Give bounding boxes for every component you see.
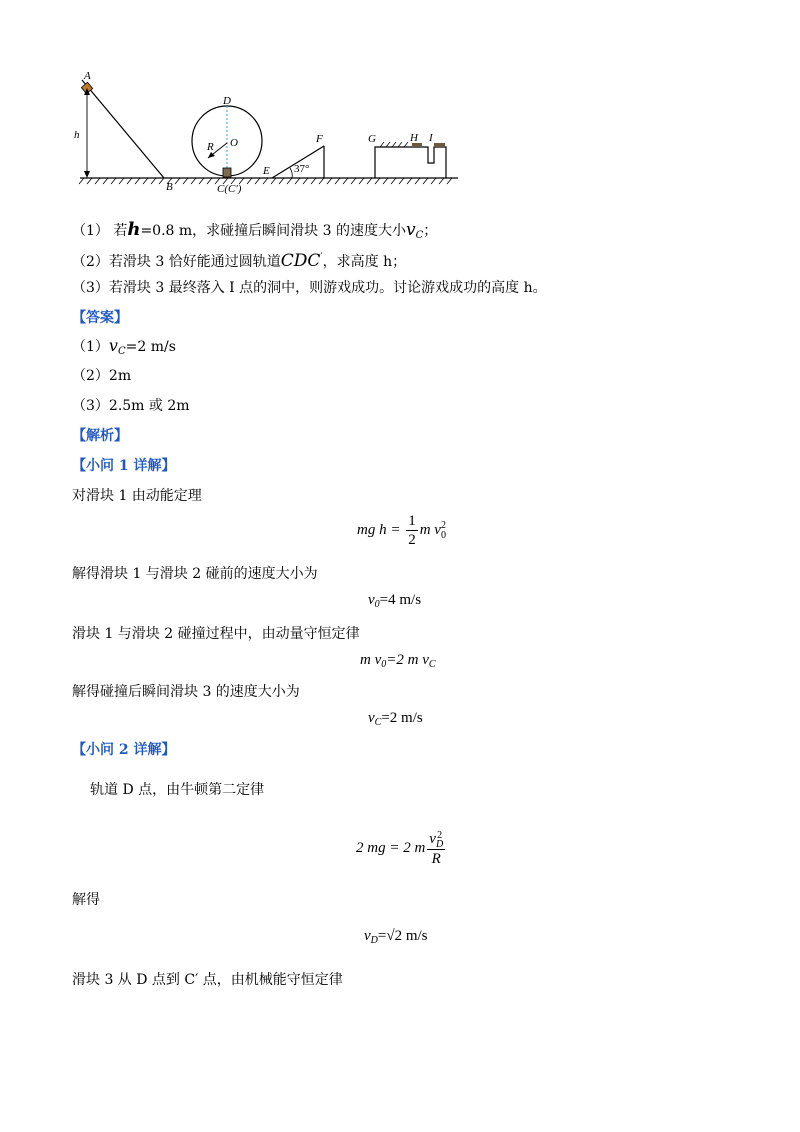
ground-hatching: [79, 178, 452, 184]
label-c: C(C′): [217, 183, 242, 195]
question-1: （1） 若h=0.8 m，求碰撞后瞬间滑块 3 的速度大小$v_C$；: [72, 219, 438, 241]
label-f: F: [316, 133, 323, 145]
label-r: R: [207, 141, 214, 153]
label-o: O: [230, 137, 238, 149]
equation-energy: mg h = $\frac{1}{2}$ m v 2 0: [357, 513, 446, 548]
sub2-header: 【小问 2 详解】: [72, 742, 176, 758]
answer-header: 【答案】: [72, 310, 128, 326]
sub2-line2: 解得: [72, 892, 100, 908]
equation-v0: $v_0=4$ m/s: [368, 592, 422, 610]
answer-1: $(1)v_C=2$ m/s: [72, 336, 176, 357]
sub1-line4: 解得碰撞后瞬间滑块 3 的速度大小为: [72, 684, 300, 700]
question-3: （3）若滑块 3 最终落入 I 点的洞中，则游戏成功。讨论游戏成功的高度 h。: [72, 280, 547, 296]
block-3: [223, 168, 231, 177]
sub1-line3: 滑块 1 与滑块 2 碰撞过程中，由动量守恒定律: [72, 626, 360, 642]
sub2-line1: 轨道 D 点，由牛顿第二定律: [90, 782, 265, 798]
sub1-line1: 对滑块 1 由动能定理: [72, 488, 202, 504]
physics-diagram: [70, 66, 470, 202]
sub1-line2: 解得滑块 1 与滑块 2 碰前的速度大小为: [72, 566, 318, 582]
sub2-line3: 滑块 3 从 D 点到 C′ 点，由机械能守恒定律: [72, 972, 343, 988]
question-2: （2）若滑块 3 恰好能通过圆轨道CDC′，求高度 h；: [72, 251, 407, 271]
incline-ab: [82, 80, 164, 178]
answer-2: （2）2m: [72, 368, 132, 384]
label-h-point: H: [410, 132, 418, 144]
platform-gi: [375, 147, 446, 178]
equation-vc: $v_C=2$ m/s: [368, 710, 423, 728]
slot-i: [434, 143, 445, 147]
equation-momentum: m $v_0=2$ m $v_C$: [360, 652, 436, 670]
label-b: B: [166, 181, 173, 193]
label-d: D: [223, 95, 231, 107]
label-h: h: [74, 129, 80, 141]
label-angle: 37°: [294, 163, 310, 175]
sub1-header: 【小问 1 详解】: [72, 458, 176, 474]
equation-vd: $v_D=√2$ m/s: [364, 928, 428, 946]
equation-newton: 2 mg = 2 m v 2 D R: [356, 829, 444, 867]
label-a: A: [84, 70, 91, 82]
loop-track: [192, 106, 262, 176]
analysis-header: 【解析】: [72, 428, 128, 444]
label-i: I: [429, 132, 433, 144]
answer-3: （3）2.5m 或 2m: [72, 398, 190, 414]
label-e: E: [263, 165, 270, 177]
label-g: G: [368, 133, 376, 145]
